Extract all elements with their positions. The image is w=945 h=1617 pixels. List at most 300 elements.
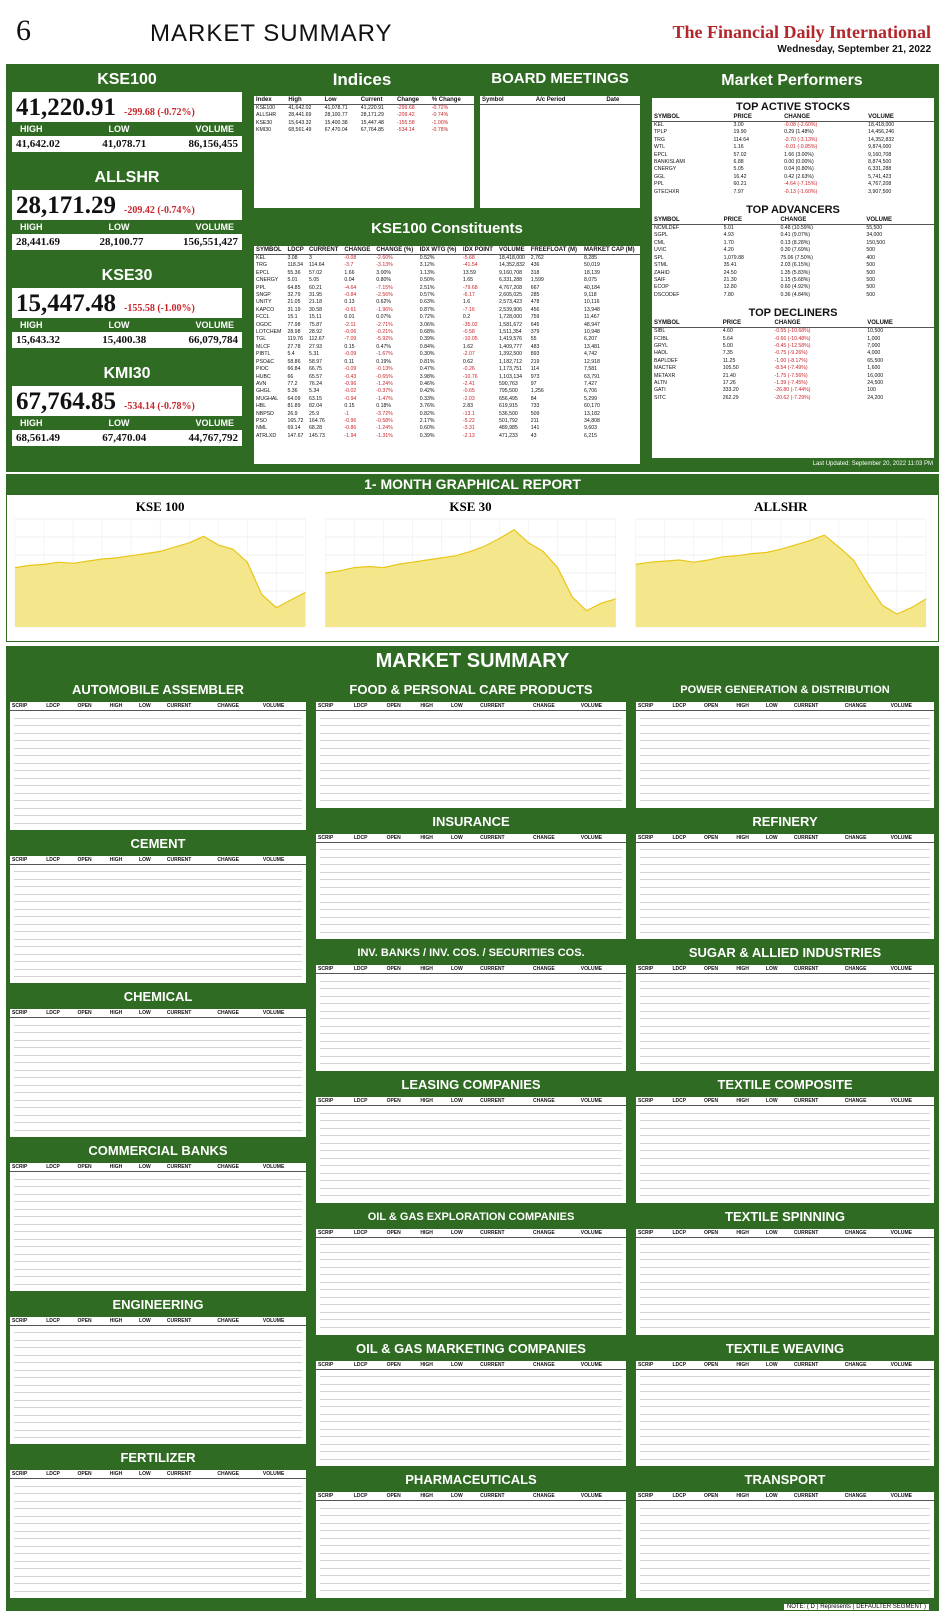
table-cell: 590,763 [498,380,518,387]
table-cell: 82.04 [309,403,323,410]
table-cell: -8.54 (-7.49%) [774,365,808,372]
sector-panel [10,1163,306,1291]
advancer-row [652,262,934,269]
row-placeholder [14,1400,302,1401]
table-header-row [316,1097,626,1106]
table-cell: PSO&C [256,358,275,365]
table-cell: 4.20 [723,247,734,254]
column-header: CHANGE [782,113,866,122]
table-cell: -0.61 [344,306,357,313]
table-cell: 5.05 [309,277,320,284]
row-placeholder [320,1282,622,1283]
row-placeholder [14,1332,302,1333]
column-header: HIGH [418,965,449,974]
row-placeholder [14,808,302,809]
column-header: LDCP [44,1163,75,1172]
table-cell: -0.58 [462,329,475,336]
table-cell: 28,171.29 [360,112,384,119]
table-cell: 68,561.49 [288,127,312,134]
column-header: CHANGE [531,1097,579,1106]
column-header: HIGH [108,1163,137,1172]
table-cell: -0.96 [344,417,357,424]
column-header: CHANGE [215,1163,261,1172]
row-placeholder [640,1143,930,1144]
row-placeholder [320,1319,622,1320]
column-header: CURRENT [307,246,342,255]
table-cell: 619,915 [498,403,518,410]
table-cell: 69.14 [287,425,301,432]
table-cell: -0.37% [376,388,393,395]
table-cell: 795,500 [498,388,518,395]
column-header: CURRENT [792,1492,843,1501]
table-cell: 114.64 [733,136,749,143]
table-cell: 0.42 (2.63%) [784,173,814,180]
sector-panel [316,1097,626,1203]
column-header: OPEN [385,1361,419,1370]
column-header: LDCP [670,1492,701,1501]
column-header: HIGH [418,1361,449,1370]
column-header: LDCP [670,1229,701,1238]
table-cell: -0.45 (-12.58%) [774,342,811,349]
table-cell: 2.17% [419,417,435,424]
decliner-row [652,350,934,357]
column-header: LOW [764,1361,792,1370]
sector-panel [316,834,626,940]
table-cell: 478 [530,299,540,306]
table-cell: ZAHID [654,269,670,276]
row-placeholder [640,1048,930,1049]
row-placeholder [640,924,930,925]
table-cell: 112.67 [309,336,325,343]
column-header: CURRENT [165,856,216,865]
table-cell: 0.41 (9.07%) [780,232,811,239]
table-cell: GATI [654,387,666,394]
index-block-kse30 [12,264,242,348]
row-placeholder [640,917,930,918]
column-header: VOLUME [261,1317,306,1326]
table-cell: PIBTL [256,351,271,358]
table-cell: 1,511,354 [498,329,522,336]
table-cell: 11.25 [722,357,736,364]
row-placeholder [14,793,302,794]
table-cell: 0.60 (4.92%) [780,284,811,291]
table-cell: -20.62 (-7.29%) [774,394,811,401]
column-header: OPEN [702,702,734,711]
row-placeholder [14,1422,302,1423]
column-header: LDCP [352,1492,385,1501]
constituent-row [254,411,640,418]
table-cell: 34,000 [866,232,883,239]
table-cell: KSE30 [256,119,273,126]
column-header: LDCP [352,1229,385,1238]
high-label: HIGH [20,418,43,428]
decliner-row [652,358,934,365]
decliner-row [652,365,934,372]
table-cell: 77.2 [287,380,298,387]
high-value: 28,441.69 [16,236,60,248]
table-cell: 0.2 [462,314,471,321]
constituent-row [254,403,640,410]
table-cell: CNERGY [654,166,677,173]
column-header: OPEN [385,1097,419,1106]
constituent-row [254,425,640,432]
table-cell: HBL [256,403,267,410]
row-placeholder [320,1165,622,1166]
last-updated: Last Updated: September 20, 2022 11:03 PM [812,461,933,467]
sector-panel [316,1492,626,1598]
table-cell: -0.74% [431,112,449,119]
row-placeholder [14,1370,302,1371]
table-cell: 76.24 [309,380,323,387]
chart-allshr [636,499,926,627]
column-header: FREEFLOAT (M) [529,246,582,255]
column-header: CURRENT [792,965,843,974]
column-header: OPEN [76,1163,108,1172]
row-placeholder [320,748,622,749]
constituent-row [254,277,640,284]
indices-title: Indices [332,70,392,89]
table-cell: -0.09 [344,366,357,373]
row-placeholder [14,815,302,816]
row-placeholder [320,1128,622,1129]
row-placeholder [14,1201,302,1202]
column-header: CURRENT [165,1317,216,1326]
table-header-row [316,1361,626,1370]
column-header: OPEN [385,834,419,843]
row-placeholder [14,924,302,925]
table-cell: 97 [530,380,537,387]
row-placeholder [640,879,930,880]
row-placeholder [320,924,622,925]
row-placeholder [320,725,622,726]
table-cell: 28,441.69 [288,112,312,119]
table-cell: 66.75 [309,366,323,373]
decliner-row [652,328,934,336]
row-placeholder [640,1252,930,1253]
table-cell: 58.86 [287,358,301,365]
table-cell: 5.31 [309,351,320,358]
table-cell: 5.01 [723,225,734,232]
table-cell: 0.19% [376,358,391,365]
table-cell: 31.95 [309,292,323,299]
column-header: MARKET CAP (M) [582,246,640,255]
table-cell: -0.94 [344,395,357,402]
row-placeholder [640,1545,930,1546]
row-placeholder [640,1327,930,1328]
table-cell: 5.34 [309,388,320,395]
sector-table [10,702,306,711]
table-cell: -1.96% [376,306,393,313]
row-placeholder [640,1282,930,1283]
index-hlv-labels [12,220,242,234]
row-placeholder [14,931,302,932]
table-cell: -0.08 [344,255,357,261]
table-cell: 0.36 (4.84%) [780,291,811,298]
table-cell: 1,079.88 [723,254,744,261]
table-cell: -0.13 (-1.60%) [784,188,818,195]
row-placeholder [14,871,302,872]
table-cell: 9,118 [584,292,597,299]
table-cell: 9,160,708 [498,269,523,276]
table-cell: 1,182,712 [498,358,523,365]
sector-panel [316,1229,626,1335]
column-header: VOLUME [864,216,934,225]
table-cell: 3.00 [733,122,744,128]
row-placeholder [320,1188,622,1189]
row-placeholder [14,1553,302,1554]
column-header: LDCP [670,965,701,974]
sector-title: FERTILIZER [120,1450,196,1466]
column-header: LOW [137,1470,165,1479]
column-header: LOW [449,834,478,843]
row-placeholder [640,1173,930,1174]
sector-title: INV. BANKS / INV. COS. / SECURITIES COS. [357,947,585,960]
table-cell: 262.29 [722,394,739,401]
table-cell: 10,500 [867,328,884,335]
row-placeholder [320,1414,622,1415]
sector-table [316,1361,626,1370]
row-placeholder [14,1437,302,1438]
table-cell: -1 [344,410,350,417]
constituent-row [254,322,640,329]
decliner-row [652,387,934,394]
column-header: HIGH [734,702,763,711]
table-cell: CML [654,239,665,246]
sector-panel [10,1009,306,1137]
column-header: SCRIP [636,1361,670,1370]
table-header-row [636,1361,934,1370]
row-placeholder [320,1011,622,1012]
constituent-row [254,314,640,321]
table-cell: 12.80 [723,284,737,291]
sector-title: COMMERCIAL BANKS [88,1143,228,1158]
table-cell: 2.51% [419,284,435,291]
table-cell: 66 [287,373,294,380]
table-cell: 21.18 [309,299,323,306]
table-cell: 119.76 [287,336,303,343]
row-placeholder [320,1048,622,1049]
row-placeholder [320,1530,622,1531]
column-header: CHANGE [342,246,374,255]
index-change: -534.14 (-0.78%) [124,401,195,412]
table-cell: 63,791 [584,373,600,380]
table-cell: 50,019 [584,262,600,269]
sector-table [316,702,626,711]
column-header: OPEN [385,1492,419,1501]
performers-panel [652,98,934,458]
table-cell: TPLP [654,129,667,136]
table-cell: GRYL [654,342,669,349]
chart-kse-30 [325,499,615,627]
column-header: LDCP [352,834,385,843]
table-cell: 0.39% [419,432,435,439]
column-header: CURRENT [478,834,531,843]
row-placeholder [640,1568,930,1569]
table-cell: KSE100 [256,105,276,111]
row-placeholder [14,733,302,734]
row-placeholder [14,1055,302,1056]
table-header-row [10,702,306,711]
row-placeholder [640,1113,930,1114]
table-header-row [10,1163,306,1172]
table-header-row [636,1229,934,1238]
active-row [652,122,934,130]
table-cell: 100 [867,387,876,394]
row-placeholder [14,1025,302,1026]
row-placeholder [14,1239,302,1240]
row-placeholder [320,1429,622,1430]
table-cell: 6,706 [584,388,598,395]
row-placeholder [640,718,930,719]
row-placeholder [14,1062,302,1063]
row-placeholder [320,1451,622,1452]
column-header: LDCP [44,1470,75,1479]
table-header-row [316,1492,626,1501]
row-placeholder [14,1130,302,1131]
table-cell: 8,874,500 [868,159,892,166]
sector-panel [636,1361,934,1467]
table-cell: BANKISLAMI [654,159,686,166]
sector-panel [636,1229,934,1335]
table-cell: -299.68 [397,105,415,111]
table-cell: 145.73 [309,432,325,439]
column-header: HIGH [734,834,763,843]
table-cell: 656,495 [498,395,518,402]
table-cell: 536,500 [498,410,518,417]
row-placeholder [640,1041,930,1042]
row-placeholder [320,1267,622,1268]
row-placeholder [320,1304,622,1305]
constituent-row [254,307,640,314]
table-cell: 27.93 [309,343,323,350]
volume-label: VOLUME [195,320,234,330]
index-summary-column [12,68,242,468]
table-cell: KMI30 [256,127,271,134]
table-cell: -0.75 (-9.26%) [774,350,808,357]
table-cell: -79.68 [462,284,478,291]
column-header: VOLUME [579,834,626,843]
table-cell: 19.90 [733,129,747,136]
constituent-row [254,329,640,336]
table-cell: 16,000 [867,372,884,379]
column-header: CHANGE [531,1229,579,1238]
table-header-row [10,1009,306,1018]
table-cell: FCIBL [654,335,669,342]
table-cell: 0.48 (10.59%) [780,225,814,232]
table-cell: 5,741,423 [868,173,892,180]
row-placeholder [320,1384,622,1385]
table-cell: 65,500 [867,357,884,364]
table-cell: 68.28 [309,425,323,432]
active-row [652,144,934,151]
table-cell: 27.78 [287,343,301,350]
column-header: OPEN [76,856,108,865]
table-cell: 2,605,025 [498,292,523,299]
table-cell: 28,100.77 [324,112,348,119]
row-placeholder [320,1583,622,1584]
table-header-row [10,856,306,865]
row-placeholder [14,894,302,895]
sector-table [10,1317,306,1326]
column-header: CHANGE [843,1492,889,1501]
row-placeholder [640,763,930,764]
constituent-row [254,396,640,403]
high-value: 15,643.32 [16,334,60,346]
row-placeholder [640,909,930,910]
table-cell: -3.31 [462,425,475,432]
table-cell: 0.46% [419,380,435,387]
table-cell: 24.50 [723,269,737,276]
row-placeholder [640,1297,930,1298]
table-cell: 58.97 [309,358,323,365]
row-placeholder [320,864,622,865]
table-cell: 5.36 [287,388,298,395]
table-cell: 41,220.91 [360,105,384,111]
table-cell: 500 [866,269,875,276]
column-header: CHANGE [531,1492,579,1501]
table-cell: 14,352,832 [868,136,895,143]
table-cell: 500 [866,247,875,254]
table-cell: -2.60% [376,255,393,261]
table-cell: 489,985 [498,425,518,432]
row-placeholder [320,1376,622,1377]
row-placeholder [320,1560,622,1561]
row-placeholder [640,740,930,741]
table-cell: 3 [309,255,312,261]
column-header: VOLUME [889,1229,934,1238]
column-header: LDCP [670,1097,701,1106]
column-header: SCRIP [636,1229,670,1238]
table-cell: HADL [654,350,668,357]
low-label: LOW [108,222,130,232]
table-cell: 14,456,246 [868,129,895,136]
index-row [254,127,474,134]
column-header: LDCP [44,1009,75,1018]
table-cell: 0.04 (0.80%) [784,166,814,173]
column-header: HIGH [734,1097,763,1106]
sector-table [636,1492,934,1501]
table-cell: -1.39 (-7.45%) [774,379,808,386]
table-cell: 509 [530,410,540,417]
table-cell: 333.20 [722,387,739,394]
table-cell: 6,331,288 [498,277,523,284]
table-cell: 1.65 [462,277,474,284]
column-header: VOLUME [261,1009,306,1018]
table-cell: 0.50% [419,277,435,284]
column-header: OPEN [702,1229,734,1238]
column-header: CURRENT [478,1097,531,1106]
column-header: VOLUME [579,1361,626,1370]
row-placeholder [14,725,302,726]
row-placeholder [640,1451,930,1452]
table-cell: 67,764.85 [360,127,384,134]
sector-table [10,1470,306,1479]
column-header: CURRENT [792,1097,843,1106]
sector-panel [316,965,626,1071]
graph-area [6,494,939,642]
sector-table [636,965,934,974]
column-header: Index [254,96,286,105]
index-row [254,105,474,113]
decliner-row [652,336,934,343]
column-header: SCRIP [10,1470,44,1479]
row-placeholder [14,748,302,749]
column-header: LDCP [352,1361,385,1370]
row-placeholder [14,1276,302,1277]
sector-title: SUGAR & ALLIED INDUSTRIES [688,945,882,961]
row-placeholder [320,1252,622,1253]
row-placeholder [14,1040,302,1041]
